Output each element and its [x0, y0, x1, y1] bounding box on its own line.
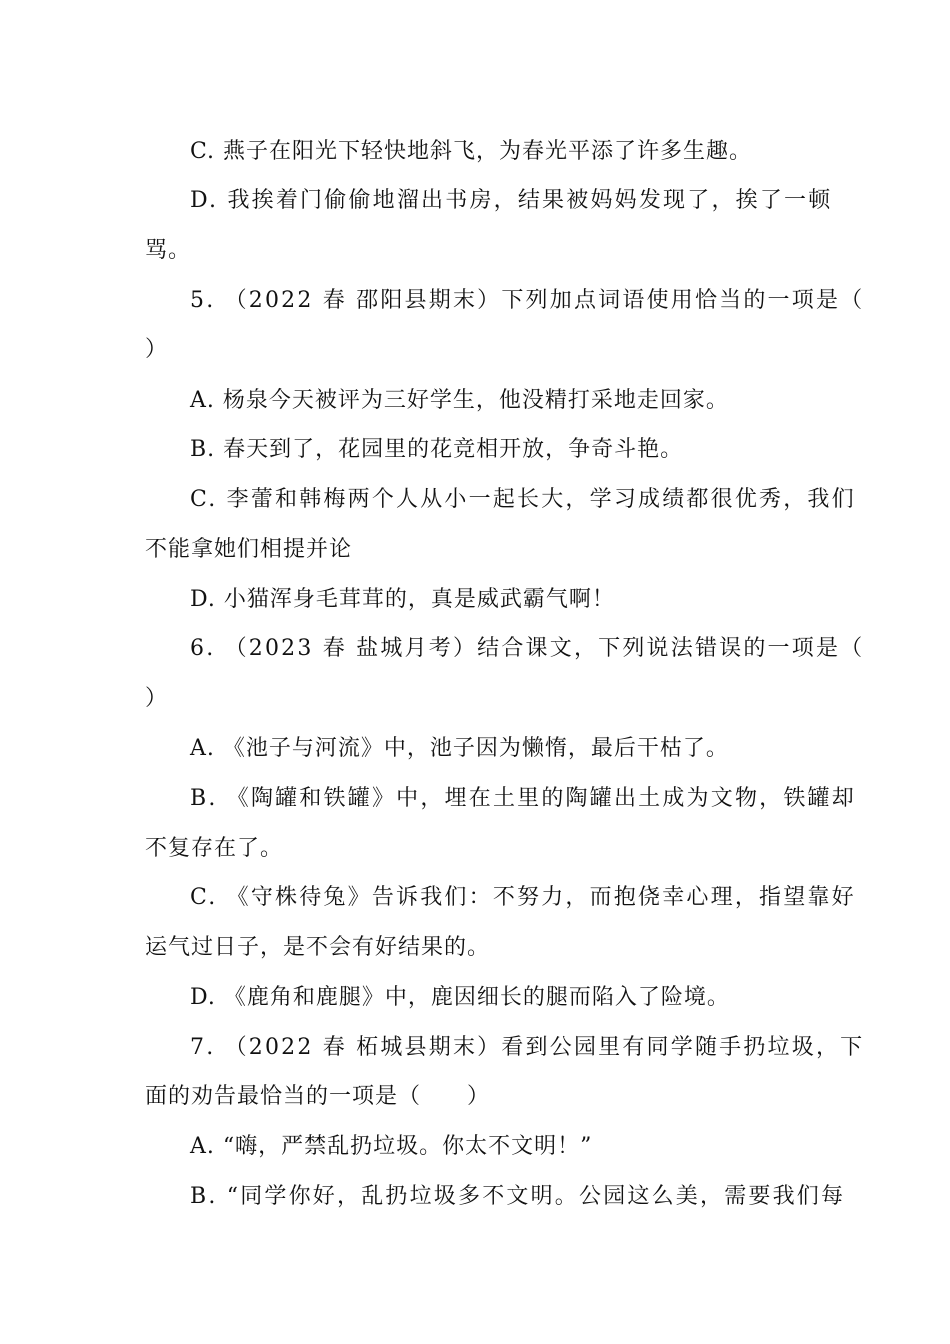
- option-a-q5: A. 杨泉今天被评为三好学生，他没精打采地走回家。: [190, 388, 729, 413]
- option-b-q5: B. 春天到了，花园里的花竞相开放，争奇斗艳。: [190, 437, 684, 462]
- option-a-q7: A. “嗨，严禁乱扔垃圾。你太不文明！”: [190, 1134, 593, 1159]
- option-c-q6-continued: 运气过日子，是不会有好结果的。: [145, 935, 491, 960]
- question-6-bracket: ）: [145, 686, 169, 711]
- option-b-q6-continued: 不复存在了。: [145, 836, 284, 861]
- option-c-q5: C. 李蕾和韩梅两个人从小一起长大，学习成绩都很优秀，我们: [190, 487, 856, 512]
- question-5-stem: 5. （2022 春 邵阳县期末）下列加点词语使用恰当的一项是（: [190, 288, 865, 313]
- option-b-q6: B. 《陶罐和铁罐》中，埋在土里的陶罐出土成为文物，铁罐却: [190, 786, 856, 811]
- option-d-q4-continued: 骂。: [145, 238, 192, 263]
- question-7-stem-continued: 面的劝告最恰当的一项是（ ）: [145, 1084, 491, 1109]
- question-5-bracket: ）: [145, 337, 169, 362]
- option-d-q4: D. 我挨着门偷偷地溜出书房，结果被妈妈发现了，挨了一顿: [190, 188, 833, 213]
- option-d-q5: D. 小猫浑身毛茸茸的，真是威武霸气啊！: [190, 587, 615, 612]
- option-c-q6: C. 《守株待兔》告诉我们：不努力，而抱侥幸心理，指望靠好: [190, 885, 856, 910]
- question-7-stem: 7. （2022 春 柘城县期末）看到公园里有同学随手扔垃圾，下: [190, 1035, 865, 1060]
- option-a-q6: A. 《池子与河流》中，池子因为懒惰，最后干枯了。: [190, 736, 729, 761]
- option-d-q6: D. 《鹿角和鹿腿》中，鹿因细长的腿而陷入了险境。: [190, 985, 730, 1010]
- option-c-q5-continued: 不能拿她们相提并论: [145, 537, 353, 562]
- option-c-q4: C. 燕子在阳光下轻快地斜飞，为春光平添了许多生趣。: [190, 139, 753, 164]
- option-b-q7: B. “同学你好，乱扔垃圾多不文明。公园这么美，需要我们每: [190, 1184, 846, 1209]
- question-6-stem: 6. （2023 春 盐城月考）结合课文，下列说法错误的一项是（: [190, 636, 865, 661]
